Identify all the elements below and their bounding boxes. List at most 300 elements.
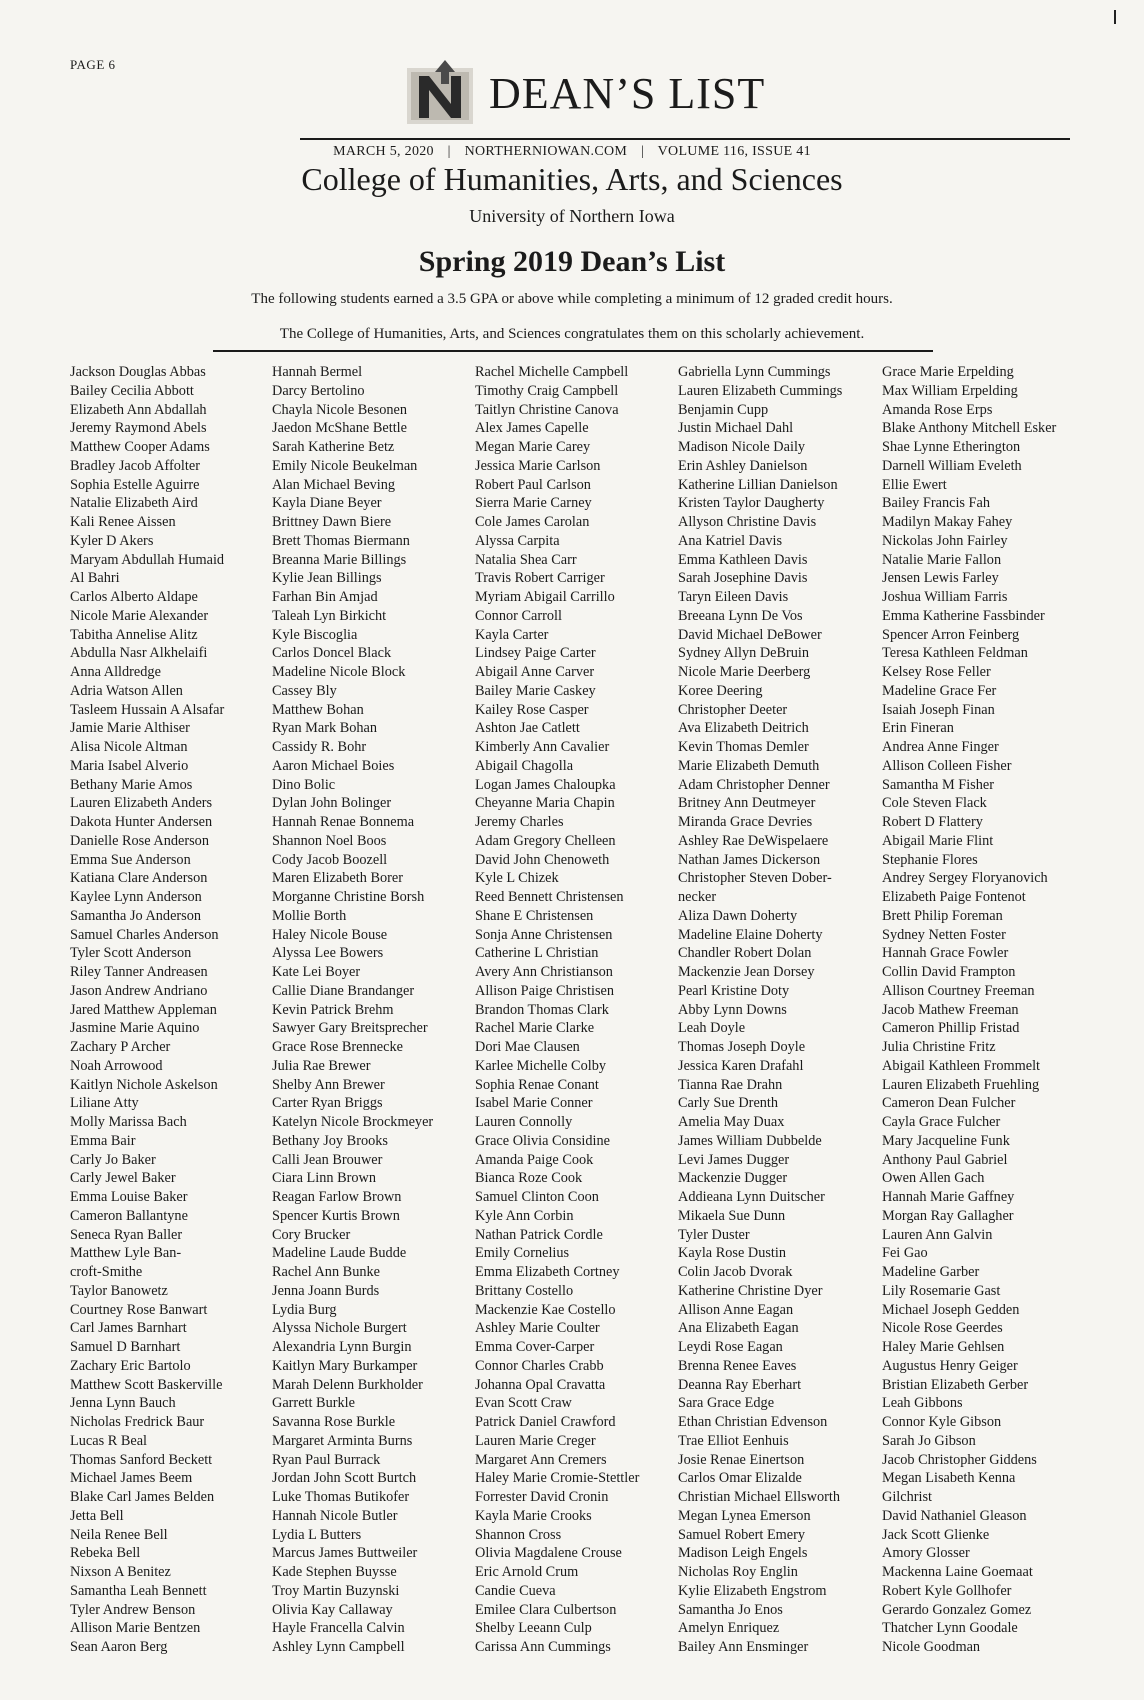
student-name: Joshua William Farris <box>882 589 1008 605</box>
student-name: Jackson Douglas Abbas <box>70 364 206 380</box>
student-name: Riley Tanner Andreasen <box>70 964 208 980</box>
student-name: Bailey Francis Fah <box>882 495 991 512</box>
student-name: Isabel Marie Conner <box>475 1095 593 1112</box>
university-name: University of Northern Iowa <box>469 206 675 226</box>
student-name: Kaitlyn Mary Burkamper <box>272 1357 418 1374</box>
student-name: Augustus Henry Geiger <box>882 1357 1018 1374</box>
student-name: Nathan James Dickerson <box>678 851 821 868</box>
student-name: Carlos Omar Elizalde <box>678 1470 802 1487</box>
student-name: Abigail Marie Flint <box>882 832 994 849</box>
student-name: Justin Michael Dahl <box>678 420 794 437</box>
student-name: Travis Robert Carriger <box>475 570 605 587</box>
student-name: Nixson A Benitez <box>70 1564 171 1580</box>
student-name: Emma Katherine Fassbinder <box>882 607 1045 624</box>
student-name: Carter Ryan Briggs <box>272 1095 383 1112</box>
student-name: Grace Olivia Considine <box>475 1132 610 1149</box>
student-name: Cayla Grace Fulcher <box>882 1114 1001 1130</box>
student-name: Miranda Grace Devries <box>678 814 813 830</box>
student-name: Madilyn Makay Fahey <box>882 514 1013 530</box>
student-name: Lauren Ann Galvin <box>882 1226 993 1243</box>
student-name: Madeline Grace Fer <box>882 682 997 699</box>
student-name: Gabriella Lynn Cummings <box>678 364 831 380</box>
name-column-5 <box>882 363 1082 1657</box>
student-name: Natalia Shea Carr <box>475 551 577 568</box>
student-name: Kyle Ann Corbin <box>475 1207 574 1224</box>
student-name: Alyssa Nichole Burgert <box>272 1320 407 1337</box>
student-name: Madison Nicole Daily <box>678 439 806 455</box>
student-name: Haley Marie Gehlsen <box>882 1339 1005 1355</box>
student-name: Rachel Michelle Campbell <box>475 364 629 380</box>
student-name: Brenna Renee Eaves <box>678 1357 797 1374</box>
student-name: Samuel Charles Anderson <box>70 926 219 943</box>
student-name: Mackenzie Kae Costello <box>475 1301 616 1318</box>
student-name: Marcus James Buttweiler <box>272 1545 418 1562</box>
student-name: Allison Marie Bentzen <box>70 1620 201 1637</box>
student-name: Kyle Biscoglia <box>272 626 358 643</box>
student-name: Emma Sue Anderson <box>70 851 191 868</box>
page-label: PAGE 6 <box>70 57 116 72</box>
student-name: Evan Scott Craw <box>475 1395 572 1412</box>
student-name: Amelyn Enriquez <box>678 1620 780 1637</box>
student-name: Rachel Marie Clarke <box>475 1020 595 1037</box>
student-name: Bristian Elizabeth Gerber <box>882 1376 1029 1393</box>
student-name: Zachary Eric Bartolo <box>70 1357 191 1374</box>
student-name: Nicole Marie Alexander <box>70 607 209 624</box>
student-name: Jason Andrew Andriano <box>70 982 208 999</box>
student-name: Gerardo Gonzalez Gomez <box>882 1601 1032 1618</box>
student-name: Taylor Banowetz <box>70 1282 168 1299</box>
student-name: Cole James Carolan <box>475 514 590 530</box>
student-name: Sarah Jo Gibson <box>882 1432 976 1449</box>
student-name: Bethany Joy Brooks <box>272 1132 388 1149</box>
dateline-separator: | <box>447 144 451 159</box>
student-name: Cory Brucker <box>272 1226 351 1243</box>
student-name: Nicole Marie Deerberg <box>678 664 811 680</box>
student-name: Ashton Jae Catlett <box>475 720 580 737</box>
student-name: Maria Isabel Alverio <box>70 757 189 774</box>
student-name: Kevin Thomas Demler <box>678 739 809 755</box>
student-name: Emma Louise Baker <box>70 1189 188 1205</box>
student-name: Alyssa Carpita <box>475 532 560 549</box>
student-name: Adam Gregory Chelleen <box>475 832 616 849</box>
student-name: Morganne Christine Borsh <box>272 889 425 905</box>
student-name: Ryan Mark Bohan <box>272 720 378 737</box>
student-name: Julia Christine Fritz <box>882 1039 996 1055</box>
student-name: Jeremy Raymond Abels <box>70 420 207 437</box>
student-name: Emily Nicole Beukelman <box>272 457 418 474</box>
student-name: Lydia Burg <box>272 1301 337 1318</box>
student-name: Darcy Bertolino <box>272 382 365 399</box>
student-name: Kylie Jean Billings <box>272 570 382 587</box>
student-name: Kimberly Ann Cavalier <box>475 739 610 755</box>
student-name: Madison Leigh Engels <box>678 1545 808 1562</box>
student-name: Jensen Lewis Farley <box>882 570 999 587</box>
volume-issue: VOLUME 116, ISSUE 41 <box>657 144 811 159</box>
student-name: Leydi Rose Eagan <box>678 1339 783 1355</box>
student-name: Lily Rosemarie Gast <box>882 1282 1001 1299</box>
edge-mark <box>1114 10 1116 24</box>
student-name: Danielle Rose Anderson <box>70 832 209 849</box>
college-title: College of Humanities, Arts, and Sciences <box>301 161 843 197</box>
student-name: Connor Carroll <box>475 607 562 624</box>
name-column-1 <box>70 363 270 1657</box>
student-name: Robert D Flattery <box>882 814 983 830</box>
student-name: Olivia Magdalene Crouse <box>475 1545 622 1562</box>
student-name: Calli Jean Brouwer <box>272 1151 383 1168</box>
student-name: Amory Glosser <box>882 1545 970 1562</box>
website-link[interactable]: NORTHERNIOWAN.COM <box>464 144 628 159</box>
student-name: Haley Nicole Bouse <box>272 926 388 943</box>
student-name: Mollie Borth <box>272 907 347 924</box>
student-name: Gilchrist <box>882 1489 933 1505</box>
student-name: Myriam Abigail Carrillo <box>475 589 615 605</box>
student-name: Kayla Diane Beyer <box>272 495 382 512</box>
student-name: Trae Elliot Eenhuis <box>678 1432 789 1449</box>
student-name: Savanna Rose Burkle <box>272 1414 396 1430</box>
student-name: Spencer Arron Feinberg <box>882 626 1020 643</box>
student-name: Margaret Arminta Burns <box>272 1432 413 1449</box>
student-name: Sarah Josephine Davis <box>678 570 808 587</box>
student-name: Cameron Phillip Fristad <box>882 1020 1020 1037</box>
student-name: David Nathaniel Gleason <box>882 1507 1027 1524</box>
name-column-3 <box>475 363 675 1657</box>
student-name: Kayla Rose Dustin <box>678 1245 787 1262</box>
name-column-4 <box>678 363 878 1657</box>
student-name: Robert Paul Carlson <box>475 476 591 493</box>
student-name: Sydney Netten Foster <box>882 926 1006 943</box>
student-name: Haley Marie Cromie-Stettler <box>475 1470 640 1487</box>
student-name: Nicholas Fredrick Baur <box>70 1414 205 1430</box>
student-name: Garrett Burkle <box>272 1395 355 1412</box>
student-name: Chandler Robert Dolan <box>678 945 812 962</box>
student-name: Sydney Allyn DeBruin <box>678 645 810 662</box>
student-name: Jacob Mathew Freeman <box>882 1001 1019 1018</box>
name-column-2 <box>272 363 472 1657</box>
student-name: Mackenna Laine Goemaat <box>882 1564 1033 1580</box>
student-name: Emma Cover-Carper <box>475 1339 595 1355</box>
student-name: Darnell William Eveleth <box>882 457 1022 474</box>
student-name: Morgan Ray Gallagher <box>882 1207 1014 1224</box>
student-name: Farhan Bin Amjad <box>272 589 378 605</box>
student-name: Tyler Scott Anderson <box>70 945 192 962</box>
student-name: Megan Marie Carey <box>475 439 591 455</box>
student-name: Courtney Rose Banwart <box>70 1301 208 1318</box>
student-name: Kate Lei Boyer <box>272 964 361 980</box>
student-name: Troy Martin Buzynski <box>272 1582 400 1599</box>
student-name: Seneca Ryan Baller <box>70 1226 183 1243</box>
student-name: Timothy Craig Campbell <box>475 382 619 399</box>
student-name: Emma Elizabeth Cortney <box>475 1264 620 1280</box>
student-name: Cameron Dean Fulcher <box>882 1095 1016 1112</box>
student-name: Samantha Jo Enos <box>678 1601 783 1618</box>
intro-congratulations: The College of Humanities, Arts, and Sciences congratulates them on this scholarly achievement. <box>279 326 865 342</box>
student-name: Jamie Marie Althiser <box>70 720 190 737</box>
student-name: Katelyn Nicole Brockmeyer <box>272 1114 434 1130</box>
student-name: Christian Michael Ellsworth <box>678 1489 841 1505</box>
student-name: Samantha M Fisher <box>882 776 994 793</box>
student-name: Sonja Anne Christensen <box>475 926 613 943</box>
student-name: Samuel D Barnhart <box>70 1339 181 1355</box>
student-name: Madeline Nicole Block <box>272 664 406 680</box>
student-name: Connor Charles Crabb <box>475 1357 604 1374</box>
student-name: Megan Lynea Emerson <box>678 1507 811 1524</box>
masthead-rule <box>300 138 1070 140</box>
student-name: Jenna Joann Burds <box>272 1282 380 1299</box>
student-name: Reed Bennett Christensen <box>475 889 624 905</box>
student-name: Nicholas Roy Englin <box>678 1564 798 1580</box>
student-name: Jordan John Scott Burtch <box>272 1470 417 1487</box>
student-name: Ryan Paul Burrack <box>272 1451 381 1468</box>
student-name: Aaron Michael Boies <box>272 757 395 774</box>
student-name: Nicole Rose Geerdes <box>882 1320 1003 1337</box>
student-name: Jenna Lynn Bauch <box>70 1395 176 1412</box>
student-name: Olivia Kay Callaway <box>272 1601 393 1618</box>
student-name: Reagan Farlow Brown <box>272 1189 402 1205</box>
student-name: Matthew Bohan <box>272 701 364 718</box>
student-name: Katiana Clare Anderson <box>70 870 208 887</box>
student-name: Benjamin Cupp <box>678 401 769 418</box>
student-name: Jessica Karen Drafahl <box>678 1057 804 1074</box>
student-name: Ellie Ewert <box>882 476 947 493</box>
student-name: Jasmine Marie Aquino <box>70 1020 200 1037</box>
student-name: Cameron Ballantyne <box>70 1207 188 1224</box>
student-name: Lauren Elizabeth Fruehling <box>882 1076 1040 1093</box>
student-name: Sophia Estelle Aguirre <box>70 476 200 493</box>
student-name: Kristen Taylor Daugherty <box>678 495 825 512</box>
student-name: Carl James Barnhart <box>70 1320 187 1337</box>
student-name: Brett Philip Foreman <box>882 907 1003 924</box>
student-name: Kaitlyn Nichole Askelson <box>70 1076 218 1093</box>
student-name: Amanda Rose Erps <box>882 401 993 418</box>
student-name: Patrick Daniel Crawford <box>475 1414 616 1430</box>
student-name: Abdulla Nasr Alkhelaifi <box>70 645 208 662</box>
student-name: Bailey Ann Ensminger <box>678 1639 809 1655</box>
student-name: Hannah Marie Gaffney <box>882 1189 1015 1205</box>
issue-date: MARCH 5, 2020 <box>333 144 434 159</box>
student-name: Bianca Roze Cook <box>475 1170 583 1187</box>
student-name: Erin Ashley Danielson <box>678 457 808 474</box>
student-name: Tyler Duster <box>678 1226 750 1243</box>
student-name: Liliane Atty <box>70 1095 139 1112</box>
student-name: Bailey Marie Caskey <box>475 682 596 699</box>
student-name: Thatcher Lynn Goodale <box>882 1620 1018 1637</box>
student-name: Levi James Dugger <box>678 1151 790 1168</box>
student-name: Carly Sue Drenth <box>678 1095 779 1112</box>
student-name: Forrester David Cronin <box>475 1489 609 1505</box>
student-name: Britney Ann Deutmeyer <box>678 795 816 812</box>
student-name: Sierra Marie Carney <box>475 495 592 512</box>
student-name: Rebeka Bell <box>70 1545 141 1562</box>
student-name: Kevin Patrick Brehm <box>272 1001 394 1018</box>
student-name: Emma Kathleen Davis <box>678 551 808 568</box>
student-name: Blake Anthony Mitchell Esker <box>882 420 1057 437</box>
student-name: Cassidy R. Bohr <box>272 739 367 755</box>
dateline <box>0 144 1144 160</box>
student-name: Leah Doyle <box>678 1020 746 1037</box>
student-name: Michael Joseph Gedden <box>882 1301 1020 1318</box>
student-name: Sean Aaron Berg <box>70 1639 168 1655</box>
student-name: Marah Delenn Burkholder <box>272 1376 423 1393</box>
student-name: Ana Elizabeth Eagan <box>678 1320 799 1337</box>
student-name: Catherine L Christian <box>475 945 599 962</box>
student-name: Molly Marissa Bach <box>70 1114 187 1130</box>
student-name: Lauren Marie Creger <box>475 1432 596 1449</box>
student-name: Nathan Patrick Cordle <box>475 1226 603 1243</box>
student-name: Thomas Sanford Beckett <box>70 1451 213 1468</box>
student-name: Taryn Eileen Davis <box>678 589 789 605</box>
student-name: Allison Anne Eagan <box>678 1301 794 1318</box>
student-name: Abby Lynn Downs <box>678 1001 787 1018</box>
student-name: Taitlyn Christine Canova <box>475 401 619 418</box>
student-name: Noah Arrowood <box>70 1057 163 1074</box>
student-name: Eric Arnold Crum <box>475 1564 579 1580</box>
student-name: Logan James Chaloupka <box>475 776 616 793</box>
student-name: Collin David Frampton <box>882 964 1016 980</box>
student-name: Kylie Elizabeth Engstrom <box>678 1582 827 1599</box>
student-name: Samantha Jo Anderson <box>70 907 202 924</box>
student-name: Tasleem Hussain A Alsafar <box>70 701 225 718</box>
student-name: Kali Renee Aissen <box>70 514 176 530</box>
student-name: Cassey Bly <box>272 682 337 699</box>
student-name: Tyler Andrew Benson <box>70 1601 196 1618</box>
student-name: Connor Kyle Gibson <box>882 1414 1002 1430</box>
student-name: Natalie Marie Fallon <box>882 551 1002 568</box>
intro-criteria: The following students earned a 3.5 GPA or above while completing a minimum of 12 graded credit hours. <box>251 291 893 307</box>
student-name: Madeline Laude Budde <box>272 1245 407 1262</box>
student-name: Maryam Abdullah Humaid <box>70 551 225 568</box>
student-name: Alexandria Lynn Burgin <box>272 1339 412 1355</box>
student-name: Deanna Ray Eberhart <box>678 1376 802 1393</box>
student-name: Carissa Ann Cummings <box>475 1639 611 1655</box>
student-name: Mikaela Sue Dunn <box>678 1207 786 1224</box>
student-name: Julia Rae Brewer <box>272 1057 371 1074</box>
student-name: Dori Mae Clausen <box>475 1039 580 1055</box>
student-name: Brittney Dawn Biere <box>272 514 392 530</box>
student-name: Lydia L Butters <box>272 1526 362 1543</box>
masthead-title: DEAN’S LIST <box>489 69 766 118</box>
student-name: Neila Renee Bell <box>70 1526 168 1543</box>
student-name: Al Bahri <box>70 570 120 587</box>
student-name: Matthew Scott Baskerville <box>70 1376 223 1393</box>
student-name: Sarah Katherine Betz <box>272 439 395 455</box>
student-name: Carlos Doncel Black <box>272 645 392 662</box>
student-name: Koree Deering <box>678 682 763 699</box>
student-name: Margaret Ann Cremers <box>475 1451 607 1468</box>
student-name: Carlos Alberto Aldape <box>70 589 198 605</box>
student-name: Cody Jacob Boozell <box>272 851 388 868</box>
student-name: Zachary P Archer <box>70 1039 171 1055</box>
student-name: Sophia Renae Conant <box>475 1076 599 1093</box>
student-name: Rachel Ann Bunke <box>272 1264 381 1280</box>
student-name: Andrey Sergey Floryanovich <box>882 870 1048 887</box>
student-name: Alyssa Lee Bowers <box>272 945 384 962</box>
student-name: Samuel Robert Emery <box>678 1526 806 1543</box>
student-name: Kade Stephen Buysse <box>272 1564 397 1580</box>
student-name: Fei Gao <box>882 1245 928 1262</box>
student-name: Sawyer Gary Breitsprecher <box>272 1020 428 1037</box>
student-name: Adria Watson Allen <box>70 682 183 699</box>
student-name: Johanna Opal Cravatta <box>475 1376 606 1393</box>
student-name: Lauren Elizabeth Cummings <box>678 382 843 399</box>
student-name: Aliza Dawn Doherty <box>678 907 798 924</box>
student-name: Allison Courtney Freeman <box>882 982 1035 999</box>
student-name: Samantha Leah Bennett <box>70 1582 207 1599</box>
student-name: Lauren Elizabeth Anders <box>70 795 213 812</box>
student-name: Alisa Nicole Altman <box>70 739 188 755</box>
student-name: Bethany Marie Amos <box>70 776 193 793</box>
student-name: Christopher Steven Dober- <box>678 870 832 887</box>
student-name: Christopher Deeter <box>678 701 788 718</box>
student-name: Shelby Leeann Culp <box>475 1620 592 1637</box>
student-name: Hannah Bermel <box>272 364 363 380</box>
student-name: Hannah Nicole Butler <box>272 1507 398 1524</box>
student-name: James William Dubbelde <box>678 1132 822 1149</box>
student-name: Megan Lisabeth Kenna <box>882 1470 1016 1487</box>
student-name: Teresa Kathleen Feldman <box>882 645 1028 662</box>
student-name: Allison Colleen Fisher <box>882 757 1012 774</box>
student-name: Blake Carl James Belden <box>70 1489 215 1505</box>
student-name: Lucas R Beal <box>70 1432 148 1449</box>
student-name: Anthony Paul Gabriel <box>882 1151 1008 1168</box>
student-name: Emma Bair <box>70 1132 136 1149</box>
student-name: Jetta Bell <box>70 1507 124 1524</box>
deans-list-heading: Spring 2019 Dean’s List <box>418 245 726 278</box>
student-name: necker <box>678 889 717 905</box>
student-name: Erin Fineran <box>882 720 954 737</box>
student-name: Candie Cueva <box>475 1582 556 1599</box>
student-name: Anna Alldredge <box>70 664 161 680</box>
student-name: Abigail Kathleen Frommelt <box>882 1057 1041 1074</box>
student-name: Amanda Paige Cook <box>475 1151 594 1168</box>
student-name: Lindsey Paige Carter <box>475 645 596 662</box>
student-name: Shelby Ann Brewer <box>272 1076 385 1093</box>
student-name: Lauren Connolly <box>475 1114 573 1130</box>
student-name: Mackenzie Dugger <box>678 1170 788 1187</box>
student-name: Grace Marie Erpelding <box>882 364 1014 380</box>
student-name: croft-Smithe <box>70 1264 143 1280</box>
student-name: Brittany Costello <box>475 1282 574 1299</box>
student-name: Carly Jewel Baker <box>70 1170 176 1187</box>
student-name: Jack Scott Glienke <box>882 1526 990 1543</box>
student-name: Jaedon McShane Bettle <box>272 420 407 437</box>
student-name: Tianna Rae Drahn <box>678 1076 783 1093</box>
student-name: Bradley Jacob Affolter <box>70 457 200 474</box>
student-name: Max William Erpelding <box>882 382 1018 399</box>
student-name: Samuel Clinton Coon <box>475 1189 599 1205</box>
student-name: Natalie Elizabeth Aird <box>70 495 198 512</box>
student-name: Abigail Anne Carver <box>475 664 595 680</box>
student-name: Kyle L Chizek <box>475 870 559 887</box>
student-name: Abigail Chagolla <box>475 757 574 774</box>
student-name: Allison Paige Christisen <box>475 982 614 999</box>
student-name: David Michael DeBower <box>678 626 822 643</box>
student-name: Dino Bolic <box>272 776 336 793</box>
student-name: Cole Steven Flack <box>882 795 987 812</box>
student-name: Breeana Lynn De Vos <box>678 607 803 624</box>
student-name: Brett Thomas Biermann <box>272 532 410 549</box>
student-name: David John Chenoweth <box>475 851 610 868</box>
student-name: Luke Thomas Butikofer <box>272 1489 410 1505</box>
student-name: Josie Renae Einertson <box>678 1451 805 1468</box>
student-name: Breanna Marie Billings <box>272 551 407 568</box>
student-name: Stephanie Flores <box>882 851 978 868</box>
student-name: Matthew Lyle Ban- <box>70 1245 182 1262</box>
student-name: Jessica Marie Carlson <box>475 457 601 474</box>
student-name: Bailey Cecilia Abbott <box>70 382 194 399</box>
student-name: Robert Kyle Gollhofer <box>882 1582 1012 1599</box>
student-name: Kyler D Akers <box>70 532 154 549</box>
student-name: Leah Gibbons <box>882 1395 963 1412</box>
